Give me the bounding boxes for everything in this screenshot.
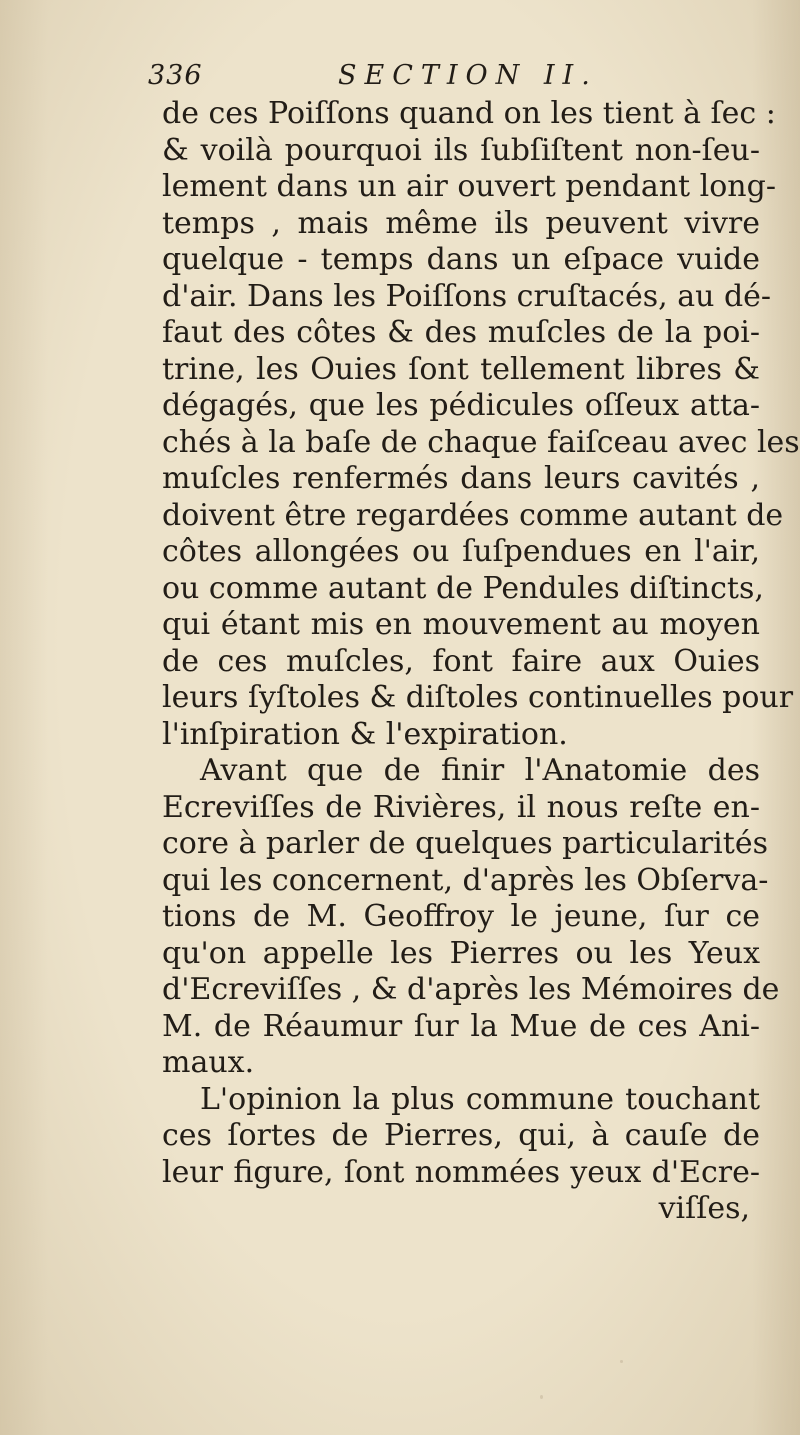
text-line: core à parler de quelques particularités	[162, 826, 768, 861]
text-line: de ces Poiſſons quand on les tient à ſec :	[162, 96, 776, 131]
text-line: de ces muſcles, font faire aux Ouies	[162, 643, 760, 679]
text-line: & voilà pourquoi ils ſubſiſtent non-ſeu-	[162, 132, 760, 168]
text-line: lement dans un air ouvert pendant long-	[162, 169, 776, 204]
paragraph-end-line: maux.	[162, 1045, 255, 1080]
text-line: qu'on appelle les Pierres ou les Yeux	[162, 935, 760, 971]
text-line: ou comme autant de Pendules diſtincts,	[162, 570, 764, 606]
text-line: quelque - temps dans un eſpace vuide	[162, 242, 760, 277]
running-title: SECTION II.	[338, 60, 598, 91]
paragraph-start-line: Avant que de finir l'Anatomie des	[200, 753, 760, 788]
text-line: d'Ecreviſſes , & d'après les Mémoires de	[162, 972, 780, 1007]
text-line: ces ſortes de Pierres, qui, à cauſe de	[162, 1118, 760, 1153]
page-header	[148, 60, 748, 100]
text-line: M. de Réaumur ſur la Mue de ces Ani-	[162, 1008, 760, 1044]
paper-spot	[480, 1025, 484, 1030]
text-line: Ecreviſſes de Rivières, il nous reſte en-	[162, 789, 760, 825]
text-line: doivent être regardées comme autant de	[162, 497, 784, 533]
text-line: muſcles renfermés dans leurs cavités ,	[162, 461, 760, 496]
catchword: viſſes,	[658, 1191, 750, 1226]
text-line: qui étant mis en mouvement au moyen	[162, 607, 760, 642]
text-line: côtes allongées ou ſuſpendues en l'air,	[162, 534, 760, 569]
text-line: tions de M. Geoffroy le jeune, ſur ce	[162, 899, 760, 934]
text-line: dégagés, que les pédicules oſſeux atta-	[162, 388, 760, 423]
text-line: chés à la baſe de chaque faiſceau avec les	[162, 424, 800, 460]
page-number: 336	[148, 60, 203, 91]
paragraph-start-line: L'opinion la plus commune touchant	[200, 1081, 760, 1117]
paper-spot	[540, 1395, 543, 1399]
text-line: d'air. Dans les Poiſſons cruſtacés, au dé-	[162, 278, 772, 314]
body-text	[162, 96, 800, 1228]
text-line: leurs ſyſtoles & diſtoles continuelles pour	[162, 680, 794, 715]
text-line: temps , mais même ils peuvent vivre	[162, 205, 760, 241]
text-line: faut des côtes & des muſcles de la poi-	[162, 315, 760, 350]
text-line: trine, les Ouies ſont tellement libres &	[162, 351, 760, 387]
text-line: qui les concernent, d'après les Obſerva-	[162, 862, 769, 898]
paper-spot	[620, 1360, 623, 1363]
paragraph-end-line: l'inſpiration & l'expiration.	[162, 716, 568, 752]
text-line: leur figure, ſont nommées yeux d'Ecre-	[162, 1154, 760, 1190]
